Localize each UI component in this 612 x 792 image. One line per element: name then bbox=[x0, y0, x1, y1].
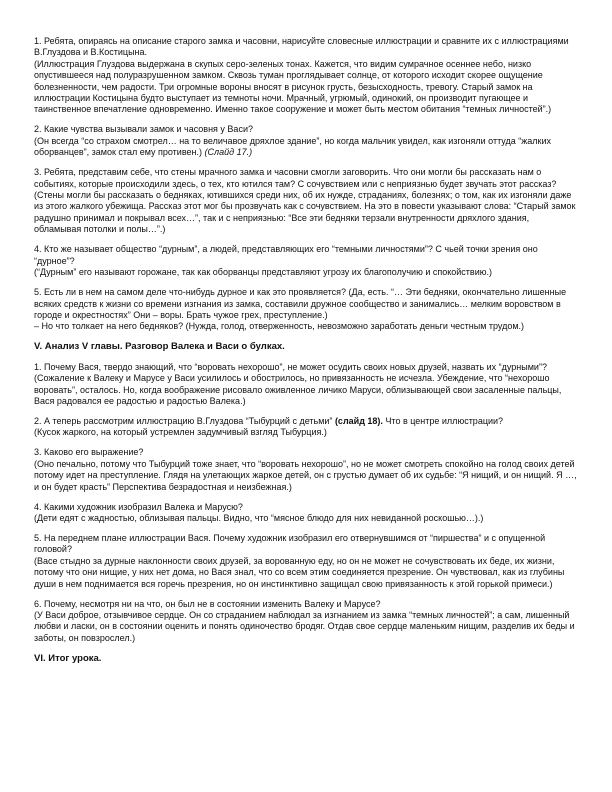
slide-reference: (Слайд 17.) bbox=[204, 147, 253, 158]
question-block-1 bbox=[34, 36, 578, 116]
question-text: 1. Ребята, опираясь на описание старого замка и часовни, нарисуйте словесные иллюстрации и сравните их с иллюстрациями В.Глуздова и В.Костицына. bbox=[34, 36, 569, 58]
slide-reference: (слайд 18). bbox=[334, 415, 383, 426]
question-text: 3. Ребята, представим себе, что стены мрачного замка и часовни смогли заговорить. Что они могли бы рассказать нам о событиях, которые происходили здесь, о тех, кто ютился там? С сочувствием или с неприязнью будет звучать этот рассказ? bbox=[34, 167, 557, 189]
section-heading-v: V. Анализ V главы. Разговор Валека и Васи о булках. bbox=[34, 341, 285, 353]
question-block-5 bbox=[34, 287, 578, 333]
answer-text: (Кусок жаркого, на который устремлен задумчивый взгляд Тыбурция.) bbox=[34, 427, 327, 438]
question-block-v1 bbox=[34, 362, 578, 408]
answer-text: – Но что толкает на него бедняков? (Нужда, голод, отверженность, невозможно заработать деньги честным трудом.) bbox=[34, 321, 525, 332]
question-block-3 bbox=[34, 167, 578, 235]
question-block-v5 bbox=[34, 533, 578, 590]
answer-text: (У Васи доброе, отзывчивое сердце. Он со страданием наблюдал за изгнанием из замка “темных личностей”; а сам, лишенный любви и ласки, он в состоянии оценить и понять одиночество бродяг. Отдав свое сердце маленьким нищим, разделив их беды и заботы, он повзрослел.) bbox=[34, 610, 575, 643]
question-block-v3 bbox=[34, 447, 578, 493]
question-text: 4. Какими художник изобразил Валека и Марусю? bbox=[34, 501, 243, 512]
question-text: 6. Почему, несмотря ни на что, он был не в состоянии изменить Валеку и Марусе? bbox=[34, 598, 381, 609]
question-body: 2. А теперь рассмотрим иллюстрацию В.Глуздова “Тыбурций с детьми” bbox=[34, 415, 333, 426]
question-block-v6 bbox=[34, 599, 578, 645]
section-heading-vi: VI. Итог урока. bbox=[34, 652, 102, 664]
question-block-2 bbox=[34, 124, 578, 158]
answer-body: (Он всегда “со страхом смотрел… на то величавое дряхлое здание”, но когда мальчик увидел, как изгоняли оттуда “жалких оборванцев”, замок стал ему противен.) bbox=[34, 135, 551, 158]
question-text: 1. Почему Вася, твердо знающий, что “воровать нехорошо”, не может осудить своих новых друзей, назвать их “дурными”? bbox=[34, 361, 547, 372]
question-text: 2. Какие чувства вызывали замок и часовня у Васи? bbox=[34, 124, 253, 135]
answer-text: (Стены могли бы рассказать о бедняках, ютившихся среди них, об их нужде, страданиях, болезнях; о том, как их изгоняли даже из этого жалкого убежища. Рассказ этот мог бы прозвучать как с сочувствием. На это в повести указывают слова: “Старый замок радушно принимал и покрывал всех…”, так и с неприязнью: “Все эти бедняки терзали внутренности дряхлого здания, обламывая потолки и полы…”.) bbox=[34, 190, 576, 235]
question-text: 3. Каково его выражение? bbox=[34, 447, 144, 458]
question-block-v4 bbox=[34, 502, 578, 525]
question-text: 5. Есть ли в нем на самом деле что-нибудь дурное и как это проявляется? (Да, есть. “… Эти бедняки, окончательно лишенные всяких средств к жизни со времени изгнания из замка, составили дружное сообщество и занимались… мелким воровством в городе и окрестностях” Они – воры. Брать чужое грех, преступление.) bbox=[34, 287, 567, 320]
answer-text: (Иллюстрация Глуздова выдержана в скупых серо-зеленых тонах. Кажется, что видим сумрачное осеннее небо, низко опустившееся над полуразрушенном замком. Сквозь туман проглядывает солнце, от которого исходит скорее ощущение болезненности, чем радости. Три огромные вороны вносят в рисунок грусть, безысходность, тревогу. Старый замок на иллюстрации Костицына будто выступает из темноты ночи. Мрачный, угрюмый, одинокий, он производит пугающее и таинственное впечатление одновременно. Именно такое сооружение и может быть местом обитания “темных личностей”.) bbox=[34, 58, 552, 115]
answer-text: (“Дурным” его называют горожане, так как оборванцы представляют угрозу их благополучию и спокойствию.) bbox=[34, 267, 492, 278]
question-text: 5. На переднем плане иллюстрации Вася. Почему художник изобразил его отвернувшимся от “пиршества” и с опущенной головой? bbox=[34, 532, 546, 555]
question-block-v2 bbox=[34, 416, 578, 439]
answer-text: (Оно печально, потому что Тыбурций тоже знает, что “воровать нехорошо”, но не может смотреть спокойно на голод своих детей потому идет на преступление. Глядя на улетающих жаркое детей, он с грустью думает об их судьбе: “Я нищий, и он нищий. Я …, и он будет красть” Перспектива безрадостная и неизбежная.) bbox=[34, 458, 577, 492]
answer-text: (Васе стыдно за дурные наклонности своих друзей, за ворованную еду, но он не может не сочувствовать их беде, их жизни, потому что они нищие, у них нет дома, но Вася знал, что со всем этим соединяется презрение. Он чувствовал, как из глубины души в нем поднимается вся горечь презрения, но он инстинктивно защищал свою привязанность к этой горькой примеси.) bbox=[34, 555, 565, 589]
question-text: 4. Кто же называет общество “дурным”, а людей, представляющих его “темными личностями”? С чьей точки зрения оно “дурное”? bbox=[34, 244, 538, 266]
question-text bbox=[34, 416, 578, 427]
answer-text: (Дети едят с жадностью, облизывая пальцы. Видно, что “мясное блюдо для них невиданной роскошью…).) bbox=[34, 512, 484, 523]
question-tail: Что в центре иллюстрации? bbox=[385, 415, 504, 426]
question-block-4 bbox=[34, 244, 578, 278]
answer-text: (Сожаление к Валеку и Марусе у Васи усилилось и обострилось, но привязанность не исчезла. Убеждение, что “нехорошо воровать”, осталось. Но, когда воображение рисовало оживленное личико Маруси, облизывающей свои засаленные пальцы, Вася радовался ее радостью и радостью Валека.) bbox=[34, 373, 562, 406]
answer-text bbox=[34, 136, 578, 159]
